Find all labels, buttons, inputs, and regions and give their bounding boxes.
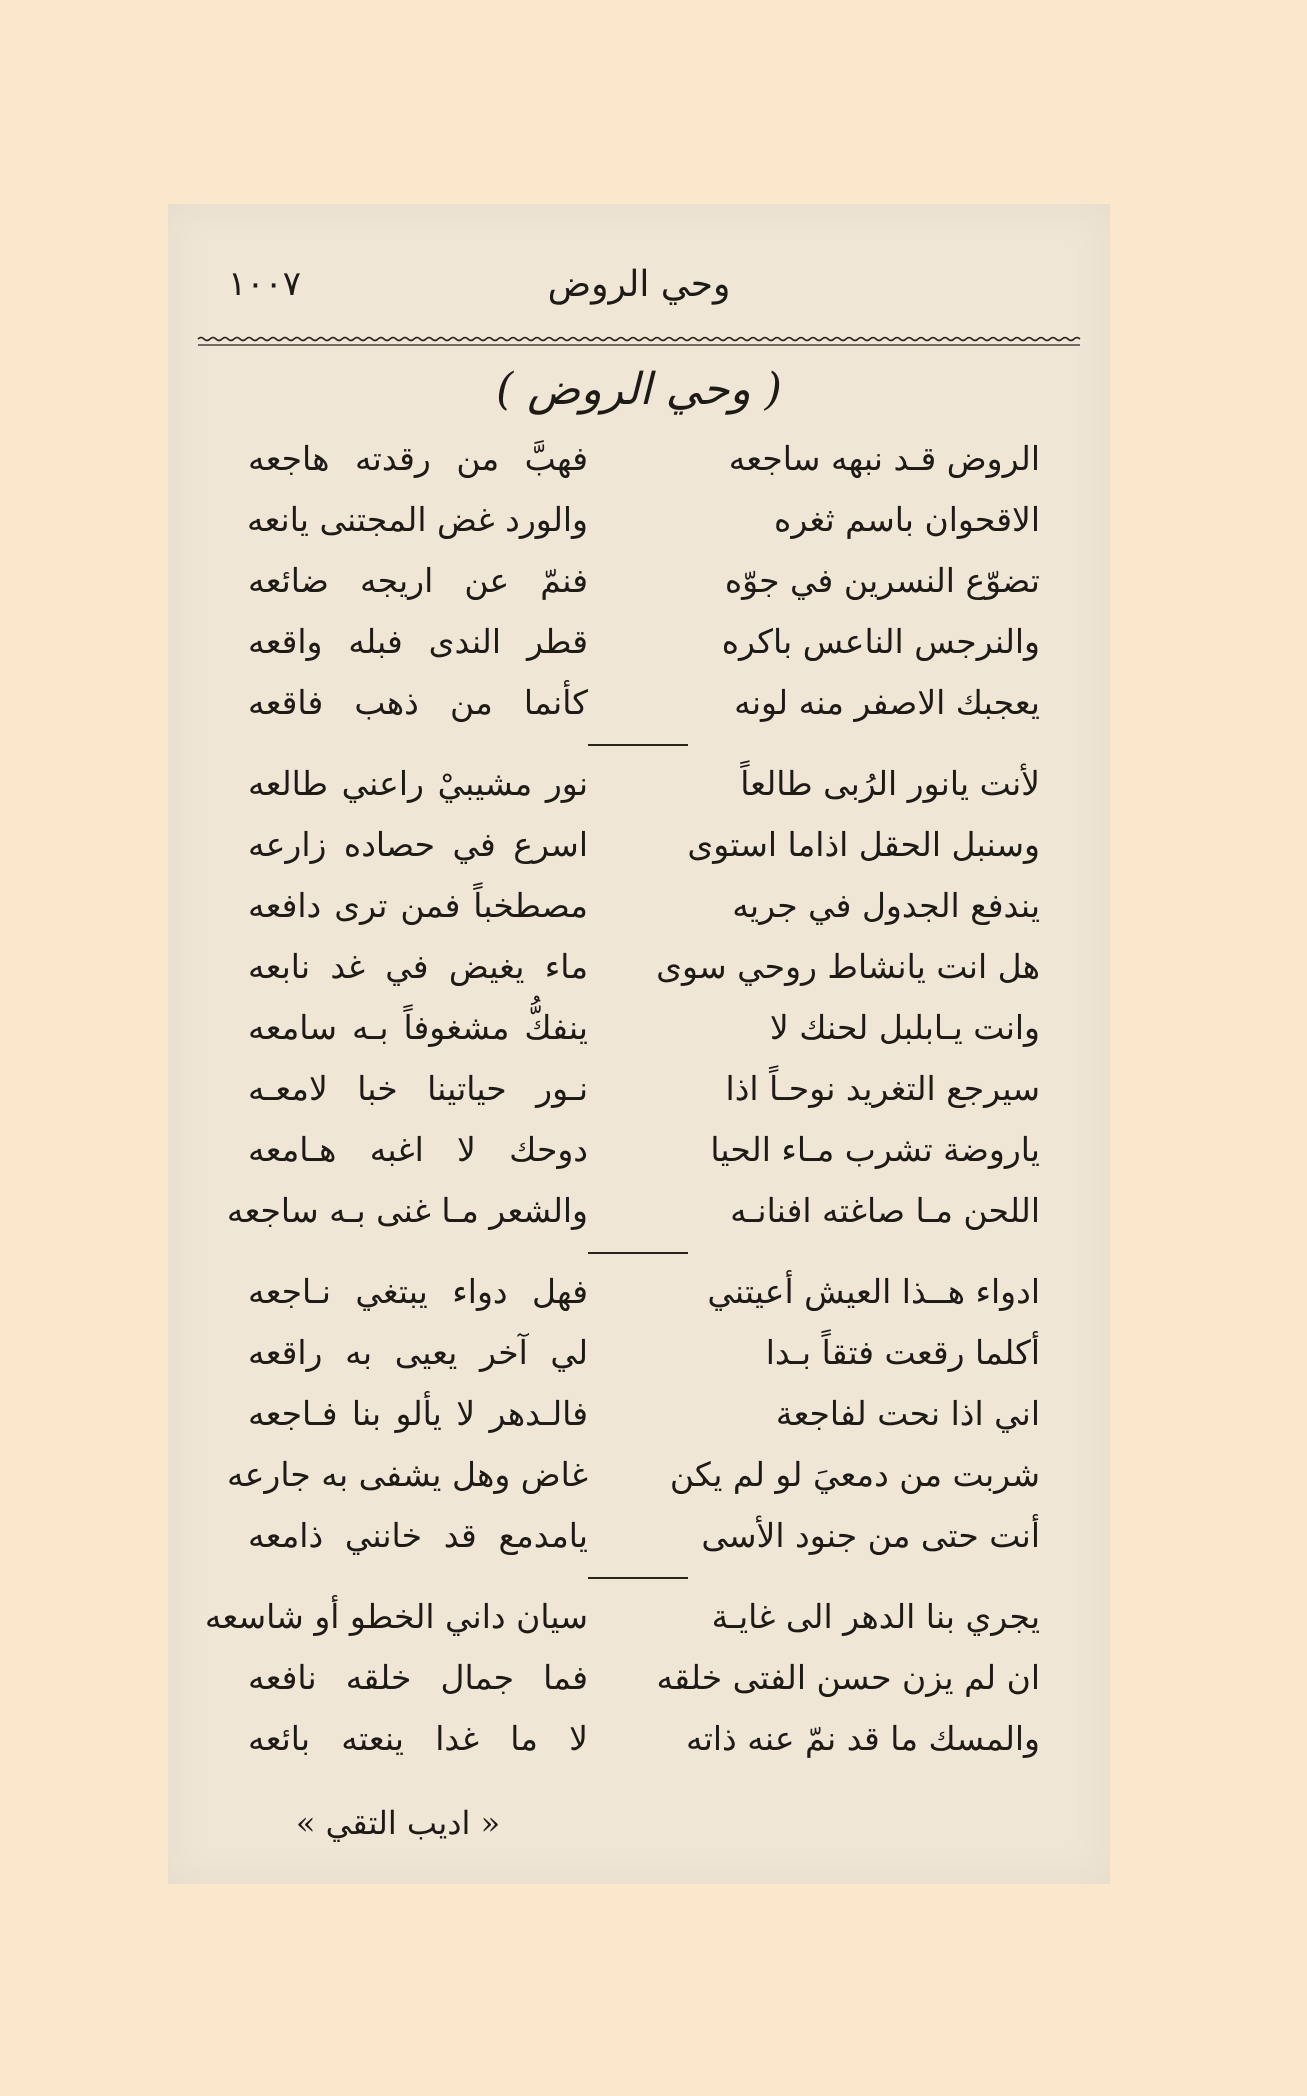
verse-first-hemistich: ياروضة تشرب مـاء الحيا: [710, 1130, 1040, 1169]
verse-first-hemistich: والنرجس الناعس باكره: [721, 622, 1040, 661]
book-page: [168, 204, 1110, 1884]
verse-line: [168, 1008, 1110, 1068]
verse-second-hemistich: سيان داني الخطو أو شاسعه: [204, 1597, 588, 1636]
verse-first-hemistich: يندفع الجدول في جريه: [732, 886, 1040, 925]
verse-second-hemistich: اسرع في حصاده زارعه: [248, 825, 588, 864]
verse-first-hemistich: وانت يـابلبل لحنك لا: [769, 1008, 1040, 1047]
verse-second-hemistich: ينفكُّ مشغوفاً بـه سامعه: [248, 1008, 588, 1047]
verse-line: [168, 947, 1110, 1007]
verse-line: [168, 1272, 1110, 1332]
verse-line: [168, 1719, 1110, 1779]
verse-line: [168, 1333, 1110, 1393]
verse-line: [168, 683, 1110, 743]
verse-second-hemistich: فالـدهر لا يألو بنا فـاجعه: [248, 1394, 588, 1433]
verse-line: [168, 825, 1110, 885]
poet-signature: « اديب التقي »: [295, 1804, 501, 1842]
verse-first-hemistich: تضوّع النسرين في جوّه: [724, 561, 1040, 600]
running-title: وحي الروض: [547, 264, 731, 305]
verse-line: [168, 1455, 1110, 1515]
verse-first-hemistich: وسنبل الحقل اذاما استوى: [687, 825, 1040, 864]
verse-second-hemistich: فما جمال خلقه نافعه: [248, 1658, 588, 1697]
verse-second-hemistich: لي آخر يعيى به راقعه: [248, 1333, 588, 1372]
verse-first-hemistich: اني اذا نحت لفاجعة: [775, 1394, 1040, 1433]
verse-first-hemistich: ادواء هــذا العيش أعيتني: [707, 1272, 1040, 1311]
verse-first-hemistich: أكلما رقعت فتقاً بـدا: [765, 1333, 1040, 1372]
verse-first-hemistich: هل انت يانشاط روحي سوى: [656, 947, 1040, 986]
section-divider: [588, 744, 688, 746]
section-divider: [588, 1252, 688, 1254]
verse-line: [168, 1130, 1110, 1190]
verse-first-hemistich: ان لم يزن حسن الفتى خلقه: [656, 1658, 1040, 1697]
verse-second-hemistich: مصطخباً فمن ترى دافعه: [248, 886, 588, 925]
wavy-rule: [198, 334, 1080, 348]
verse-second-hemistich: ماء يغيض في غد نابعه: [248, 947, 588, 986]
verse-second-hemistich: دوحك لا اغبه هـامعه: [248, 1130, 588, 1169]
verse-second-hemistich: نـور حياتينا خبا لامعـه: [248, 1069, 588, 1108]
verse-line: [168, 561, 1110, 621]
verse-line: [168, 1597, 1110, 1657]
verse-line: [168, 764, 1110, 824]
verse-second-hemistich: والورد غض المجتنى يانعه: [246, 500, 588, 539]
verse-second-hemistich: نور مشيبيْ راعني طالعه: [248, 764, 588, 803]
verse-first-hemistich: شربت من دمعيَ لو لم يكن: [669, 1455, 1040, 1494]
verse-first-hemistich: الروض قـد نبهه ساجعه: [728, 439, 1040, 478]
verse-line: [168, 500, 1110, 560]
verse-second-hemistich: فهل دواء يبتغي نـاجعه: [248, 1272, 588, 1311]
verse-first-hemistich: يعجبك الاصفر منه لونه: [734, 683, 1040, 722]
verse-second-hemistich: لا ما غدا ينعته بائعه: [248, 1719, 588, 1758]
verse-line: [168, 1069, 1110, 1129]
verse-first-hemistich: لأنت يانور الرُبى طالعاً: [740, 764, 1040, 803]
verse-first-hemistich: سيرجع التغريد نوحـاً اذا: [725, 1069, 1040, 1108]
verse-line: [168, 622, 1110, 682]
page-number: ١٠٠٧: [228, 264, 302, 304]
verse-first-hemistich: يجري بنا الدهر الى غايـة: [711, 1597, 1040, 1636]
verse-line: [168, 439, 1110, 499]
verse-second-hemistich: غاض وهل يشفى به جارعه: [227, 1455, 588, 1494]
verse-line: [168, 886, 1110, 946]
verse-second-hemistich: قطر الندى فبله واقعه: [248, 622, 588, 661]
verse-second-hemistich: فنمّ عن اريجه ضائعه: [248, 561, 588, 600]
verse-line: [168, 1191, 1110, 1251]
poem-title: ( وحي الروض ): [496, 364, 782, 415]
verse-first-hemistich: والمسك ما قد نمّ عنه ذاته: [686, 1719, 1040, 1758]
verse-second-hemistich: يامدمع قد خانني ذامعه: [248, 1516, 588, 1555]
verse-line: [168, 1394, 1110, 1454]
verse-line: [168, 1658, 1110, 1718]
verse-second-hemistich: فهبَّ من رقدته هاجعه: [248, 439, 588, 478]
verse-second-hemistich: كأنما من ذهب فاقعه: [248, 683, 588, 722]
verse-first-hemistich: الاقحوان باسم ثغره: [774, 500, 1040, 539]
page-header: [168, 204, 1110, 334]
section-divider: [588, 1577, 688, 1579]
verse-first-hemistich: أنت حتى من جنود الأسى: [701, 1516, 1040, 1555]
verse-line: [168, 1516, 1110, 1576]
verse-first-hemistich: اللحن مـا صاغته افنانـه: [730, 1191, 1040, 1230]
verse-second-hemistich: والشعر مـا غنى بـه ساجعه: [226, 1191, 588, 1230]
